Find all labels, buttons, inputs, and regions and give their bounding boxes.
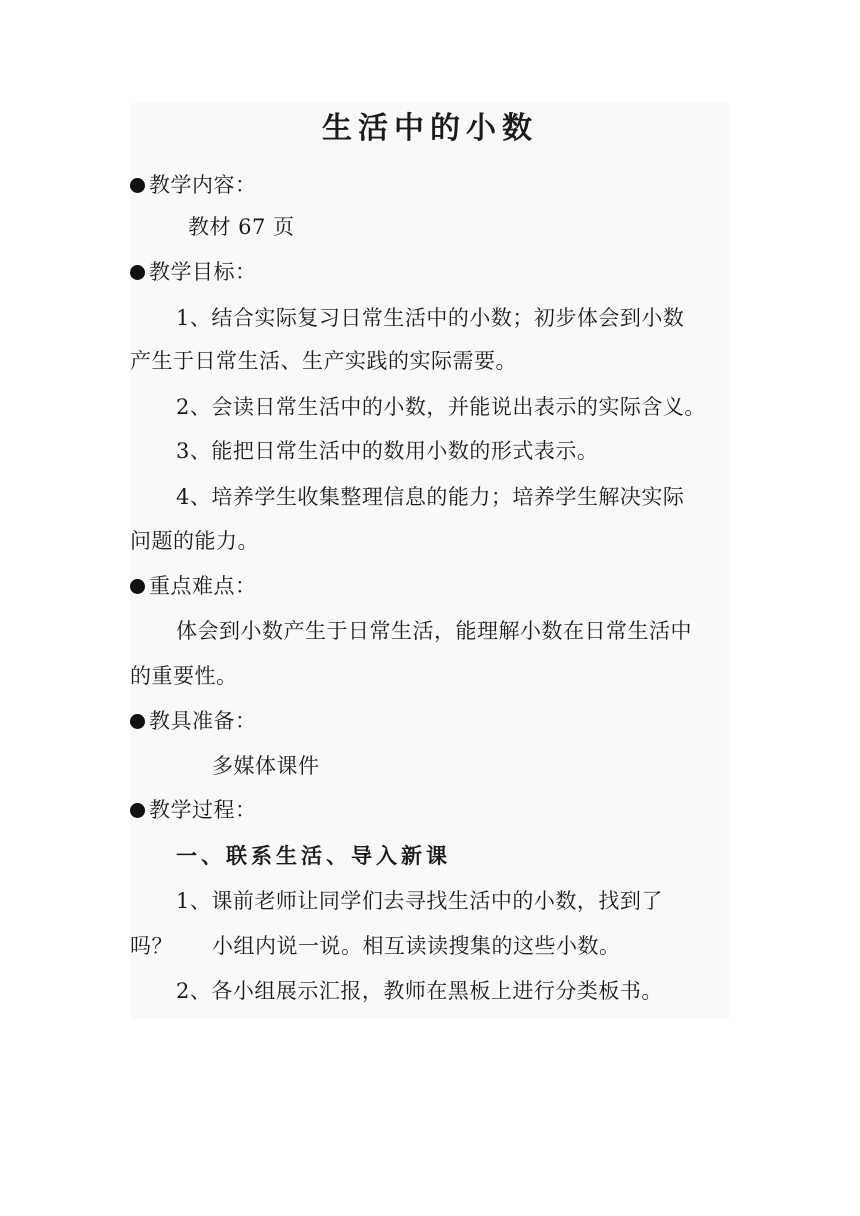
process-section-title: 一、联系生活、导入新课: [176, 844, 451, 868]
bullet-icon: [130, 714, 145, 729]
heading-label: 教学目标：: [149, 260, 257, 284]
heading-materials: [130, 707, 257, 735]
document-title: 生活中的小数: [322, 111, 538, 146]
process-line-1-cont: 小组内说一说。相互读读搜集的这些小数。: [212, 934, 621, 958]
goal-line-4-cont: 问题的能力。: [130, 529, 259, 553]
goal-line-1: 1、结合实际复习日常生活中的小数；初步体会到小数: [176, 306, 685, 330]
heading-label: 教学过程：: [149, 798, 257, 822]
heading-teaching-process: [130, 796, 257, 824]
goal-line-2: 2、会读日常生活中的小数，并能说出表示的实际含义。: [176, 395, 706, 419]
bullet-icon: [130, 579, 145, 594]
goal-line-3: 3、能把日常生活中的数用小数的形式表示。: [176, 439, 599, 463]
key-point-line-1: 体会到小数产生于日常生活，能理解小数在日常生活中: [176, 619, 692, 643]
process-line-1-question: 吗？: [130, 934, 173, 958]
heading-label: 教学内容：: [149, 173, 257, 197]
heading-label: 重点难点：: [149, 574, 257, 598]
goal-line-1-cont: 产生于日常生活、生产实践的实际需要。: [130, 349, 517, 373]
heading-label: 教具准备：: [149, 709, 257, 733]
key-point-line-1-cont: 的重要性。: [130, 664, 238, 688]
bullet-icon: [130, 265, 145, 280]
goal-line-4: 4、培养学生收集整理信息的能力；培养学生解决实际: [176, 485, 685, 509]
heading-key-points: [130, 572, 257, 600]
bullet-icon: [130, 803, 145, 818]
materials-line: 多媒体课件: [212, 754, 320, 778]
teaching-content-line: 教材 67 页: [188, 215, 295, 239]
heading-teaching-goals: [130, 258, 257, 286]
heading-teaching-content: [130, 171, 257, 199]
document-content: [130, 103, 730, 1019]
process-line-1: 1、课前老师让同学们去寻找生活中的小数，找到了: [176, 889, 663, 913]
process-line-2: 2、各小组展示汇报，教师在黑板上进行分类板书。: [176, 979, 663, 1003]
bullet-icon: [130, 178, 145, 193]
